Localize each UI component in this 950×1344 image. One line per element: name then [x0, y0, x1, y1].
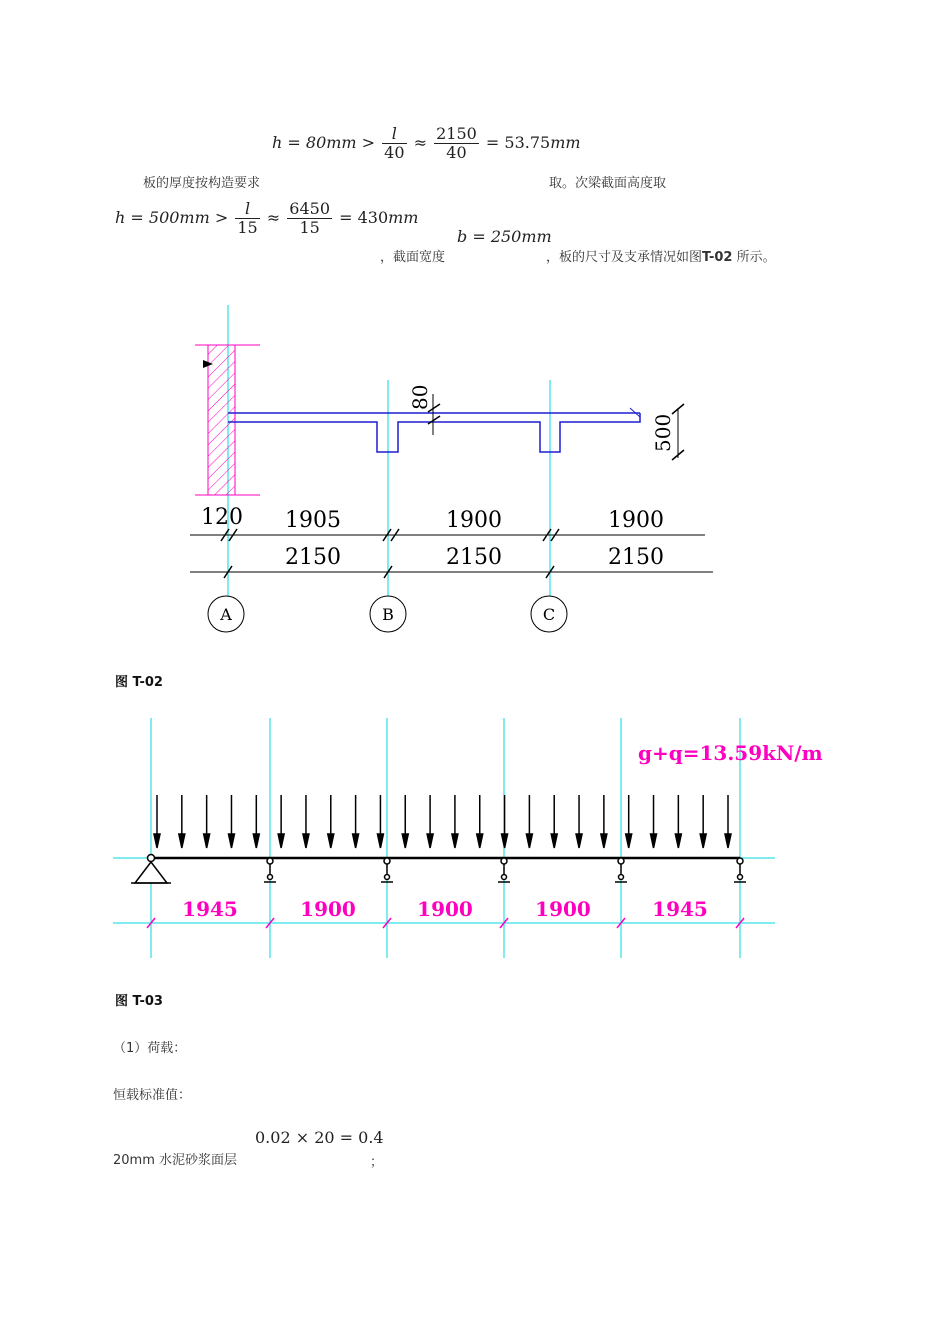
- text-slab-thickness: 板的厚度按构造要求: [143, 176, 261, 191]
- slab-outline: [228, 413, 640, 452]
- text-beam-height: 取。次梁截面高度取: [549, 176, 667, 191]
- dim-span-3: 2150: [608, 545, 664, 570]
- axis-label-b: B: [382, 605, 394, 624]
- text-fig-reference: ，板的尺寸及支承情况如图T-02 所示。: [546, 250, 776, 265]
- load-arrow-head: [626, 834, 632, 848]
- dim-span-1900-a: 1900: [300, 897, 356, 921]
- load-arrow-head: [651, 834, 657, 848]
- load-arrow-head: [551, 834, 557, 848]
- section-heading-dead-load: 恒载标准值：: [113, 1088, 192, 1103]
- load-arrow-head: [526, 834, 532, 848]
- dim-wall-thickness: 120: [201, 505, 243, 530]
- dim-span-1945-right: 1945: [652, 897, 708, 921]
- axis-label-c: C: [542, 605, 556, 624]
- load-arrow-head: [353, 834, 359, 848]
- wall-hatch: [208, 345, 235, 495]
- load-arrow-head: [278, 834, 284, 848]
- roller-support-3: [498, 858, 510, 882]
- load-arrow-head: [228, 834, 234, 848]
- load-arrow-head: [253, 834, 259, 848]
- dim-span-1945-left: 1945: [182, 897, 238, 921]
- load-arrow-head: [675, 834, 681, 848]
- load-arrow-head: [154, 834, 160, 848]
- pinned-support: [135, 862, 167, 883]
- equation-beam-height: h = 500mm > $\frac{l}{15}$ ≈ $\frac{6450}{15}$ = 430mm: [115, 199, 419, 237]
- roller-support-4: [615, 858, 627, 882]
- load-arrow-head: [725, 834, 731, 848]
- dim-clear-span-2: 1900: [446, 508, 502, 533]
- load-arrow-head: [452, 834, 458, 848]
- load-arrow-head: [328, 834, 334, 848]
- equation-slab-thickness: h = 80mm > $\frac{l}{40}$ ≈ $\frac{2150}{40}$ = 53.75mm: [272, 124, 581, 162]
- load-arrow-head: [179, 834, 185, 848]
- load-arrow-head: [303, 834, 309, 848]
- dim-span-1900-b: 1900: [417, 897, 473, 921]
- load-arrow-head: [402, 834, 408, 848]
- roller-support-2: [381, 858, 393, 882]
- dim-clear-span-1: 1905: [285, 508, 341, 533]
- load-arrow-head: [576, 834, 582, 848]
- figure-t03-load-diagram: [113, 718, 823, 958]
- dim-span-2: 2150: [446, 545, 502, 570]
- load-arrow-head: [377, 834, 383, 848]
- load-arrow-head: [204, 834, 210, 848]
- formula-mortar-layer: 0.02 × 20 = 0.4: [255, 1128, 384, 1147]
- load-arrow-head: [477, 834, 483, 848]
- dim-beam-height: 500: [651, 413, 675, 452]
- section-heading-loads: （1）荷载：: [113, 1041, 187, 1056]
- load-arrow-head: [502, 834, 508, 848]
- dim-span-1: 2150: [285, 545, 341, 570]
- roller-support-1: [264, 858, 276, 882]
- load-arrow-head: [427, 834, 433, 848]
- load-arrow-head: [700, 834, 706, 848]
- item-mortar-tail: ；: [370, 1155, 384, 1170]
- caption-fig-t02: 图 T-02: [115, 675, 163, 690]
- dim-clear-span-3: 1900: [608, 508, 664, 533]
- equation-beam-width: b = 250mm: [457, 227, 552, 246]
- dim-span-1900-c: 1900: [535, 897, 591, 921]
- item-mortar-layer: 20mm 水泥砂浆面层: [113, 1153, 238, 1168]
- dim-slab-thickness: 80: [408, 384, 432, 410]
- roller-support-5: [734, 858, 746, 882]
- axis-label-a: A: [220, 605, 232, 624]
- figure-t02-slab-section: [115, 300, 775, 640]
- load-label: g+q=13.59kN/m: [638, 741, 823, 765]
- caption-fig-t03: 图 T-03: [115, 994, 163, 1009]
- text-section-width: ，截面宽度: [380, 250, 446, 265]
- load-arrow-head: [601, 834, 607, 848]
